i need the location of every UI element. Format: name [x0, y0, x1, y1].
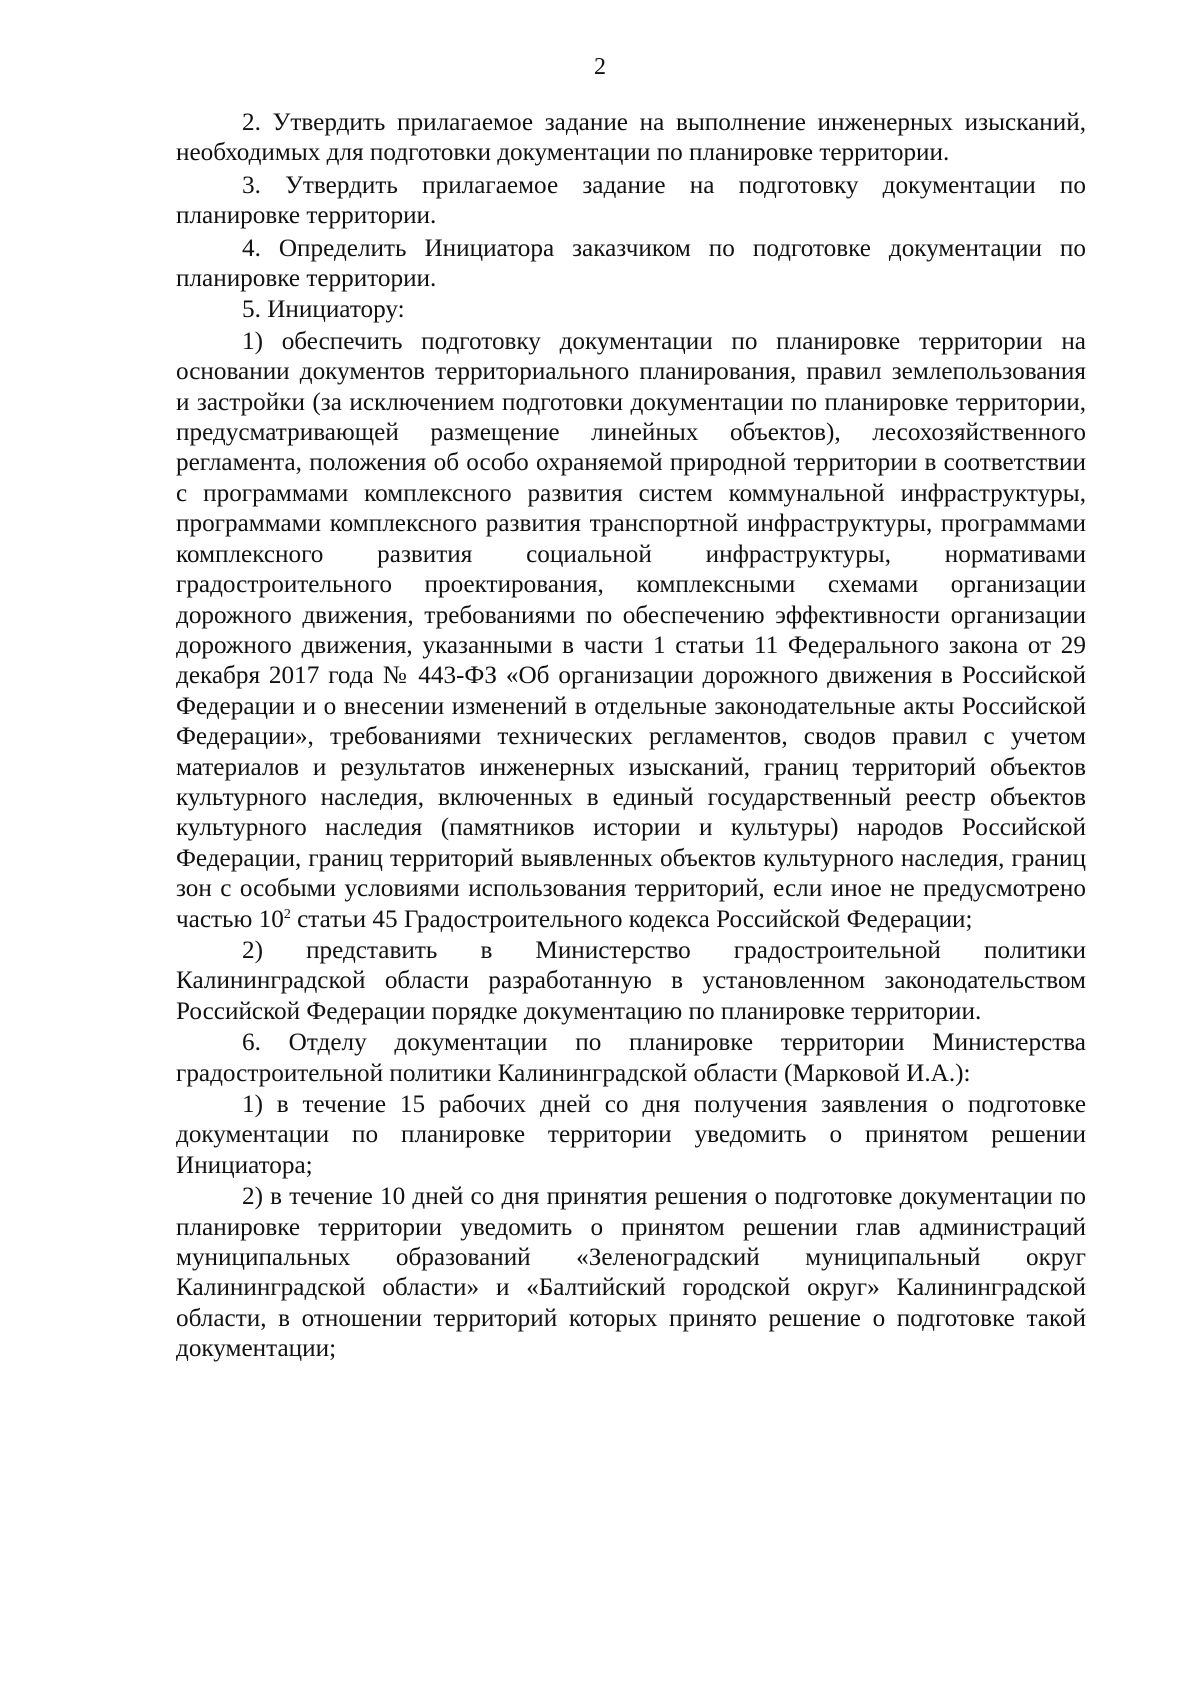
paragraph-item-5-2: 2) представить в Министерство градостроительной политики Калининградской области разработанную в установленном законодательством Российской Федерации порядке документацию по планировке территории.	[176, 936, 1086, 1025]
paragraph-item-6-1: 1) в течение 15 рабочих дней со дня получения заявления о подготовке документации по планировке территории уведомить о принятом решении Инициатора;	[176, 1091, 1086, 1179]
paragraph-item-6-2: 2) в течение 10 дней со дня принятия решения о подготовке документации по планировке территории уведомить о принятом решении глав администраций муниципальных образований «Зеленоградский муниципальный округ Калининградской области» и «Балтийский городской округ» Калининградской области, в отношении территорий которых принято решение о подготовке такой документации;	[176, 1183, 1086, 1363]
paragraph-item-3: 3. Утвердить прилагаемое задание на подготовку документации по планировке территории.	[176, 171, 1086, 230]
superscript-2: 2	[283, 906, 291, 922]
paragraph-item-5-1-text: 1) обеспечить подготовку документации по планировке территории на основании документов территориального планирования, правил землепользования и застройки (за исключением подготовки документации по планировке территории, предусматривающей размещение линейных объектов), лесохозяйственного регламента, положения об особо охраняемой природной территории в соответствии с программами комплексного развития систем коммунальной инфраструктуры, программами комплексного развития транспортной инфраструктуры, программами комплексного развития социальной инфраструктуры, нормативами градостроительного проектирования, комплексными схемами организации дорожного движения, требованиями по обеспечению эффективности организации дорожного движения, указанными в части 1 статьи 11 Федерального закона от 29 декабря 2017 года № 443-ФЗ «Об организации дорожного движения в Российской Федерации и о внесении изменений в отдельные законодательные акты Российской Федерации», требованиями технических регламентов, сводов правил с учетом материалов и результатов инженерных изысканий, границ территорий объектов культурного наследия, включенных в единый государственный реестр объектов культурного наследия (памятников истории и культуры) народов Российской Федерации, границ территорий выявленных объектов культурного наследия, границ зон с особыми условиями использования территорий, если иное не предусмотрено частью 10	[176, 327, 1086, 933]
paragraph-item-2: 2. Утвердить прилагаемое задание на выполнение инженерных изысканий, необходимых для подготовки документации по планировке территории.	[176, 109, 1086, 167]
paragraph-item-5-1	[176, 327, 1086, 935]
document-body	[176, 108, 1086, 1365]
page-number: 2	[594, 54, 606, 80]
paragraph-item-4: 4. Определить Инициатора заказчиком по подготовке документации по планировке территории.	[176, 234, 1086, 293]
paragraph-item-5-1-tail: статьи 45 Градостроительного кодекса Российской Федерации;	[290, 905, 973, 933]
paragraph-item-5: 5. Инициатору:	[242, 296, 405, 324]
paragraph-item-6: 6. Отделу документации по планировке территории Министерства градостроительной политики Калининградской области (Марковой И.А.):	[176, 1029, 1086, 1087]
